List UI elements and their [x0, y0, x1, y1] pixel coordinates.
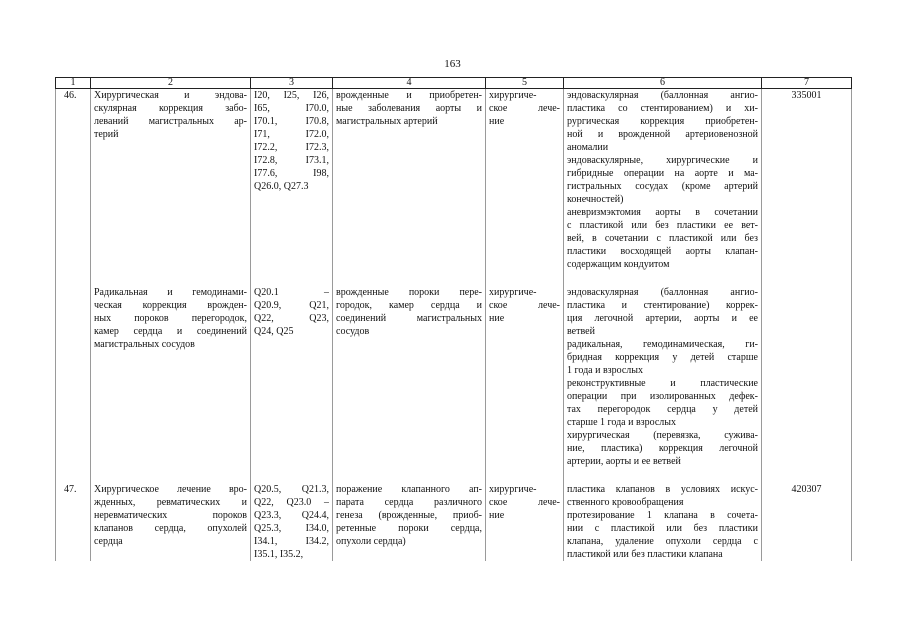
treatment-kind-line: ние: [489, 116, 505, 127]
table-row: [56, 286, 852, 468]
treatment-method-line: аневризмэктомия аорты в сочетании: [567, 207, 758, 218]
spacer-cell: [486, 468, 564, 483]
treatment-method-line: пластика и стентирование) коррек-: [567, 300, 758, 311]
treatment-method-line: ной и врожденной артериовенозной: [567, 129, 758, 140]
treatment-method-line: радикальная, гемодинамическая, ги-: [567, 339, 758, 350]
treatment-method-line: протезирование 1 клапана в сочета-: [567, 510, 758, 521]
norm-cost: 420307: [791, 484, 822, 495]
patient-model-line: соединений магистральных: [336, 313, 482, 324]
care-type-name-line: магистральных сосудов: [94, 339, 195, 350]
care-type-name-cell: [91, 286, 251, 468]
spacer-cell: [251, 468, 333, 483]
icd-codes-line: Q23.3, Q24.4,: [254, 510, 329, 521]
treatment-method-line: пластикой или без пластики клапана: [567, 549, 723, 560]
icd-codes-line: Q25.3, I34.0,: [254, 523, 329, 534]
row-number: 46.: [64, 90, 77, 101]
patient-model-line: магистральных артерий: [336, 116, 438, 127]
medical-care-table: [55, 77, 852, 561]
icd-codes-line: I65, I70.0,: [254, 103, 329, 114]
column-number-row: [56, 78, 852, 89]
column-number: 3: [251, 78, 333, 89]
row-number: 47.: [64, 484, 77, 495]
treatment-method-cell: [564, 286, 762, 468]
treatment-kind-cell: [486, 286, 564, 468]
icd-codes-line: I20, I25, I26,: [254, 90, 329, 101]
treatment-method-line: содержащим кондуитом: [567, 259, 670, 270]
icd-codes-line: I35.1, I35.2,: [254, 549, 304, 560]
treatment-method-cell: [564, 89, 762, 272]
treatment-method-line: гибридные операции на аорте и ма-: [567, 168, 758, 179]
patient-model-line: ные заболевания аорты и: [336, 103, 482, 114]
table-row: [56, 89, 852, 272]
icd-codes-cell: [251, 89, 333, 272]
treatment-kind-line: хирургиче-: [489, 90, 537, 101]
icd-codes-line: I72.2, I72.3,: [254, 142, 329, 153]
treatment-kind-cell: [486, 483, 564, 561]
treatment-method-line: бридная коррекция у детей старше: [567, 352, 758, 363]
treatment-method-line: 1 года и взрослых: [567, 365, 644, 376]
treatment-method-line: нии с пластикой или без пластики: [567, 523, 758, 534]
treatment-kind-line: ское лече-: [489, 300, 560, 311]
spacer-cell: [762, 468, 852, 483]
patient-model-line: сосудов: [336, 326, 370, 337]
treatment-method-line: реконструктивные и пластические: [567, 378, 758, 389]
care-type-name-line: неревматических пороков: [94, 510, 247, 521]
spacer-cell: [56, 271, 91, 286]
treatment-method-line: пластики восходящей аорты клапан-: [567, 246, 758, 257]
icd-codes-line: Q20.9, Q21,: [254, 300, 329, 311]
row-number-cell: [56, 483, 91, 561]
treatment-kind-line: хирургиче-: [489, 484, 537, 495]
spacer-cell: [762, 271, 852, 286]
care-type-name-cell: [91, 89, 251, 272]
treatment-method-line: рургическая коррекция приобретен-: [567, 116, 758, 127]
treatment-method-line: ветвей: [567, 326, 595, 337]
patient-model-line: поражение клапанного ап-: [336, 484, 482, 495]
norm-cost-cell: [762, 89, 852, 272]
treatment-method-line: клапана, удаление опухоли сердца с: [567, 536, 758, 547]
icd-codes-line: Q20.5, Q21.3,: [254, 484, 329, 495]
icd-codes-line: I70.1, I70.8,: [254, 116, 329, 127]
patient-model-cell: [333, 483, 486, 561]
care-type-name-line: Радикальная и гемодинами-: [94, 287, 247, 298]
care-type-name-line: клапанов сердца, опухолей: [94, 523, 247, 534]
column-number: 2: [91, 78, 251, 89]
treatment-method-line: хирургическая (перевязка, сужива-: [567, 430, 758, 441]
patient-model-line: парата сердца различного: [336, 497, 482, 508]
spacer-cell: [564, 468, 762, 483]
patient-model-line: городок, камер сердца и: [336, 300, 482, 311]
treatment-kind-line: ние: [489, 313, 505, 324]
care-type-name-line: скулярная коррекция забо-: [94, 103, 247, 114]
column-number: 4: [333, 78, 486, 89]
treatment-method-line: конечностей): [567, 194, 624, 205]
treatment-method-cell: [564, 483, 762, 561]
care-type-name-line: сердца: [94, 536, 123, 547]
row-number-cell: [56, 286, 91, 468]
treatment-kind-line: ское лече-: [489, 497, 560, 508]
icd-codes-line: Q22, Q23.0 –: [254, 497, 329, 508]
treatment-method-line: артерии, аорты и ее ветвей: [567, 456, 681, 467]
norm-cost: 335001: [791, 90, 822, 101]
spacer-cell: [56, 468, 91, 483]
treatment-kind-line: ние: [489, 510, 505, 521]
treatment-kind-line: ское лече-: [489, 103, 560, 114]
icd-codes-cell: [251, 483, 333, 561]
icd-codes-line: I72.8, I73.1,: [254, 155, 329, 166]
treatment-kind-line: хирургиче-: [489, 287, 537, 298]
patient-model-line: опухоли сердца): [336, 536, 406, 547]
row-number-cell: [56, 89, 91, 272]
spacer-cell: [91, 468, 251, 483]
treatment-method-line: операции при изолированных дефек-: [567, 391, 758, 402]
treatment-method-line: ственного кровообращения: [567, 497, 684, 508]
care-type-name-cell: [91, 483, 251, 561]
patient-model-cell: [333, 286, 486, 468]
treatment-method-line: гистральных сосудах (кроме артерий: [567, 181, 758, 192]
column-number: 1: [56, 78, 91, 89]
care-type-name-line: леваний магистральных ар-: [94, 116, 247, 127]
icd-codes-line: Q20.1 –: [254, 287, 329, 298]
care-type-name-line: Хирургическое лечение вро-: [94, 484, 247, 495]
treatment-method-line: эндоваскулярная (баллонная ангио-: [567, 287, 758, 298]
page-number: 163: [444, 58, 461, 70]
norm-cost-cell: [762, 483, 852, 561]
treatment-method-line: ция легочной артерии, аорты и ее: [567, 313, 758, 324]
norm-cost-cell: [762, 286, 852, 468]
treatment-method-line: ние, пластика) коррекция легочной: [567, 443, 758, 454]
spacer-cell: [91, 271, 251, 286]
treatment-method-line: тах перегородок сердца у детей: [567, 404, 758, 415]
row-spacer: [56, 468, 852, 483]
column-number: 7: [762, 78, 852, 89]
treatment-method-line: аномалии: [567, 142, 609, 153]
patient-model-line: генеза (врожденные, приоб-: [336, 510, 482, 521]
row-spacer: [56, 271, 852, 286]
table-body: [56, 89, 852, 562]
treatment-method-line: эндоваскулярные, хирургические и: [567, 155, 758, 166]
spacer-cell: [333, 271, 486, 286]
care-type-name-line: ных пороков перегородок,: [94, 313, 247, 324]
treatment-method-line: эндоваскулярная (баллонная ангио-: [567, 90, 758, 101]
column-number: 6: [564, 78, 762, 89]
care-type-name-line: камер сердца и соединений: [94, 326, 247, 337]
icd-codes-line: I77.6, I98,: [254, 168, 329, 179]
icd-codes-line: Q22, Q23,: [254, 313, 329, 324]
icd-codes-line: Q26.0, Q27.3: [254, 181, 309, 192]
table-row: [56, 483, 852, 561]
treatment-method-line: с пластикой или без пластики ее вет-: [567, 220, 758, 231]
spacer-cell: [564, 271, 762, 286]
icd-codes-line: I71, I72.0,: [254, 129, 329, 140]
spacer-cell: [333, 468, 486, 483]
spacer-cell: [486, 271, 564, 286]
care-type-name-line: жденных, ревматических и: [94, 497, 247, 508]
icd-codes-line: Q24, Q25: [254, 326, 294, 337]
treatment-method-line: пластика клапанов в условиях искус-: [567, 484, 758, 495]
treatment-method-line: старше 1 года и взрослых: [567, 417, 677, 428]
care-type-name-line: ческая коррекция врожден-: [94, 300, 247, 311]
treatment-kind-cell: [486, 89, 564, 272]
icd-codes-line: I34.1, I34.2,: [254, 536, 329, 547]
patient-model-line: врожденные и приобретен-: [336, 90, 482, 101]
spacer-cell: [251, 271, 333, 286]
treatment-method-line: вей, в сочетании с пластикой или без: [567, 233, 758, 244]
patient-model-line: врожденные пороки пере-: [336, 287, 482, 298]
column-number: 5: [486, 78, 564, 89]
patient-model-cell: [333, 89, 486, 272]
care-type-name-line: Хирургическая и эндова-: [94, 90, 247, 101]
icd-codes-cell: [251, 286, 333, 468]
care-type-name-line: терий: [94, 129, 119, 140]
treatment-method-line: пластика со стентированием) и хи-: [567, 103, 758, 114]
patient-model-line: ретенные пороки сердца,: [336, 523, 482, 534]
